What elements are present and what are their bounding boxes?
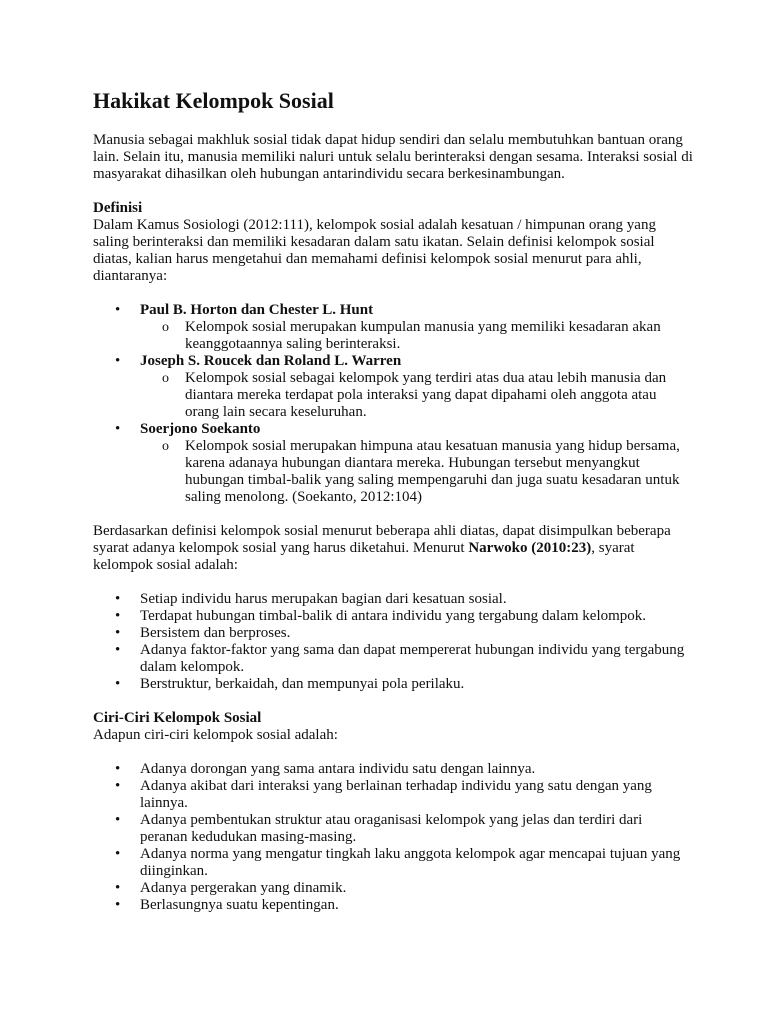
- expert-definition: o Kelompok sosial merupakan himpuna atau kesatuan manusia yang hidup bersama, karena adanaya hubungan diantara mereka. Hubungan tersebut menyangkut hubungan timbal-balik yang saling mempengaruhi dan juga suatu kesadaran untuk saling menolong. (Soekanto, 2012:104): [140, 438, 693, 506]
- list-item: • Berstruktur, berkaidah, dan mempunyai pola perilaku.: [93, 676, 693, 693]
- syarat-list: [93, 591, 693, 693]
- ciri-intro: Adapun ciri-ciri kelompok sosial adalah:: [93, 727, 338, 743]
- document-body: [93, 87, 693, 914]
- list-item: • Adanya norma yang mengatur tingkah laku anggota kelompok agar mencapai tujuan yang diinginkan.: [93, 846, 693, 880]
- list-item: • Terdapat hubungan timbal-balik di antara individu yang tergabung dalam kelompok.: [93, 608, 693, 625]
- definisi-heading: Definisi: [93, 200, 143, 216]
- expert-definition-list: [140, 319, 693, 353]
- expert-definition-list: [140, 438, 693, 506]
- expert-item: [93, 421, 693, 506]
- list-item: • Bersistem dan berproses.: [93, 625, 693, 642]
- document-title: Hakikat Kelompok Sosial: [93, 88, 334, 113]
- list-item: • Setiap individu harus merupakan bagian dari kesatuan sosial.: [93, 591, 693, 608]
- expert-definition: o Kelompok sosial merupakan kumpulan manusia yang memiliki kesadaran akan keanggotaannya saling berinteraksi.: [140, 319, 693, 353]
- list-item: • Adanya akibat dari interaksi yang berlainan terhadap individu yang satu dengan yang lainnya.: [93, 778, 693, 812]
- spacer: [93, 693, 693, 710]
- list-item: • Adanya pembentukan struktur atau oraganisasi kelompok yang jelas dan terdiri dari peranan kedudukan masing-masing.: [93, 812, 693, 846]
- expert-definition: o Kelompok sosial sebagai kelompok yang terdiri atas dua atau lebih manusia dan diantara mereka terdapat pola interaksi yang dapat dipahami oleh anggota atau orang lain secara keseluruhan.: [140, 370, 693, 421]
- spacer: [93, 574, 693, 591]
- syarat-text-after: , syarat kelompok sosial adalah:: [93, 540, 635, 573]
- expert-name: Soerjono Soekanto: [140, 421, 261, 437]
- definisi-paragraph: Dalam Kamus Sosiologi (2012:111), kelompok sosial adalah kesatuan / himpunan orang yang saling berinteraksi dan memiliki kesadaran dalam satu ikatan. Selain definisi kelompok sosial diatas, kalian harus mengetahui dan memahami definisi kelompok sosial menurut para ahli, diantaranya:: [93, 217, 656, 284]
- list-item: • Adanya dorongan yang sama antara individu satu dengan lainnya.: [93, 761, 693, 778]
- spacer: [93, 506, 693, 523]
- intro-paragraph: Manusia sebagai makhluk sosial tidak dapat hidup sendiri dan selalu membutuhkan bantuan orang lain. Selain itu, manusia memiliki naluri untuk selalu berinteraksi dengan sesama. Interaksi sosial di masyarakat dihasilkan oleh hubungan antarindividu secara berkesinambungan.: [93, 132, 693, 182]
- spacer: [93, 285, 693, 302]
- ciri-list: [93, 761, 693, 914]
- expert-item: [93, 353, 693, 421]
- syarat-source: Narwoko (2010:23): [468, 540, 592, 556]
- expert-name: Paul B. Horton dan Chester L. Hunt: [140, 302, 374, 318]
- expert-list: [93, 302, 693, 506]
- expert-item: [93, 302, 693, 353]
- syarat-text-before: Berdasarkan definisi kelompok sosial menurut beberapa ahli diatas, dapat disimpulkan beberapa syarat adanya kelompok sosial yang harus diketahui. Menurut: [93, 523, 671, 556]
- expert-name: Joseph S. Roucek dan Roland L. Warren: [140, 353, 402, 369]
- syarat-paragraph: [93, 523, 693, 574]
- list-item: • Adanya faktor-faktor yang sama dan dapat mempererat hubungan individu yang tergabung dalam kelompok.: [93, 642, 693, 676]
- list-item: • Adanya pergerakan yang dinamik.: [93, 880, 693, 897]
- list-item: • Berlasungnya suatu kepentingan.: [93, 897, 693, 914]
- spacer: [93, 183, 693, 200]
- expert-definition-list: [140, 370, 693, 421]
- ciri-heading: Ciri-Ciri Kelompok Sosial: [93, 710, 262, 726]
- spacer: [93, 744, 693, 761]
